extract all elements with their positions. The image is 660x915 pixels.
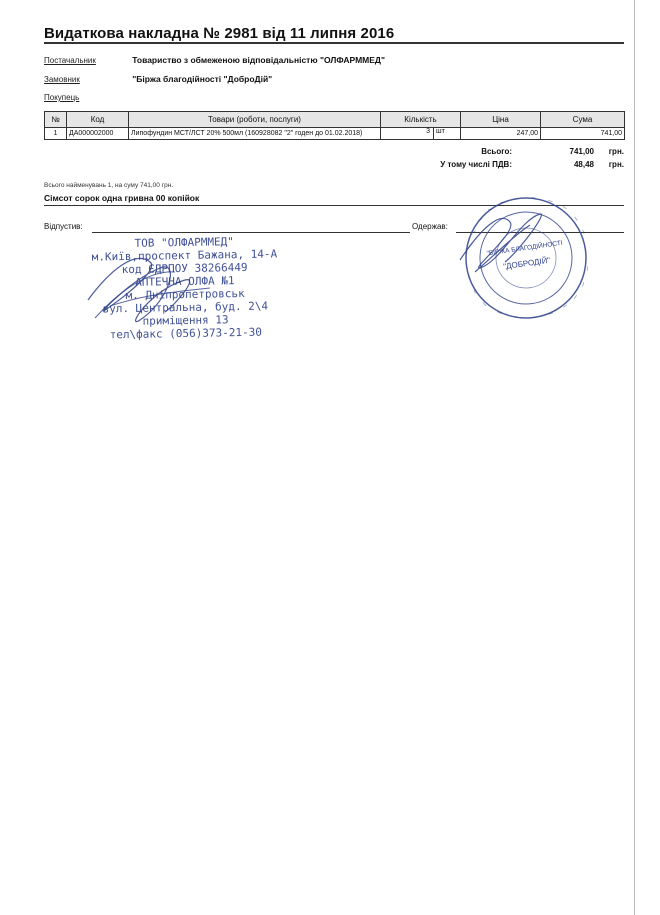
customer-label: Замовник [44,75,80,84]
invoice-title: Видаткова накладна № 2981 від 11 липня 2016 [44,25,395,42]
stamp-line: АПТЕЧНА ОЛФА №1 [135,274,235,289]
supplier-label: Постачальник [44,56,96,65]
cell-qty-value: 3 [381,128,434,139]
cell-goods: Липофундин МСТ/ЛСТ 20% 500мл (160928082 "2" годен до 01.02.2018) [129,128,381,140]
received-label: Одержав: [412,222,448,231]
col-header-num: № [45,112,67,128]
released-label: Відпустив: [44,222,83,231]
total-unit: грн. [608,147,624,156]
total-value: 741,00 [569,147,594,156]
supplier-value: Товариство з обмеженою відповідальністю "ОЛФАРММЕД" [132,55,386,65]
stamp-line: приміщення 13 [142,313,229,328]
amount-in-words: Сімсот сорок одна гривна 00 копійок [44,193,200,203]
buyer-label: Покупець [44,93,80,102]
col-header-sum: Сума [541,112,625,128]
col-header-qty: Кількість [381,112,461,128]
stamp-line: ТОВ "ОЛФАРММЕД" [134,235,234,250]
summary-line: Всього найменувань 1, на суму 741,00 грн. [44,182,174,189]
cell-num: 1 [45,128,67,140]
customer-value: "Біржа благодійності "ДоброДій" [132,74,273,84]
col-header-code: Код [67,112,129,128]
cell-price: 247,00 [461,128,541,140]
stamp-line: м. Дніпропетровськ [125,286,245,303]
vat-value: 48,48 [573,160,594,169]
vat-label: У тому числі ПДВ: [440,160,512,169]
total-label: Всього: [481,147,512,156]
stamp-line: тел\факс (056)373-21-30 [109,325,263,342]
stamp-line: код ЄДРПОУ 38266449 [121,260,248,277]
col-header-price: Ціна [461,112,541,128]
round-stamp-center-bottom: "ДОБРОДІЙ" [502,255,551,272]
supplier-signature [88,258,190,321]
vat-unit: грн. [608,160,624,169]
stamp-line: вул. Центральна, буд. 2\4 [102,299,269,316]
stamp-line: м.Київ,проспект Бажана, 14-А [91,247,278,264]
customer-round-stamp [458,190,595,326]
supplier-signature-stroke [95,272,210,318]
cell-qty-unit: шт [436,128,445,135]
col-header-goods: Товари (роботи, послуги) [129,112,381,128]
cell-code: ДА000002000 [67,128,129,140]
round-stamp-center-top: "БІРЖА БЛАГОДІЙНОСТІ [486,239,564,258]
cell-sum: 741,00 [541,128,625,140]
